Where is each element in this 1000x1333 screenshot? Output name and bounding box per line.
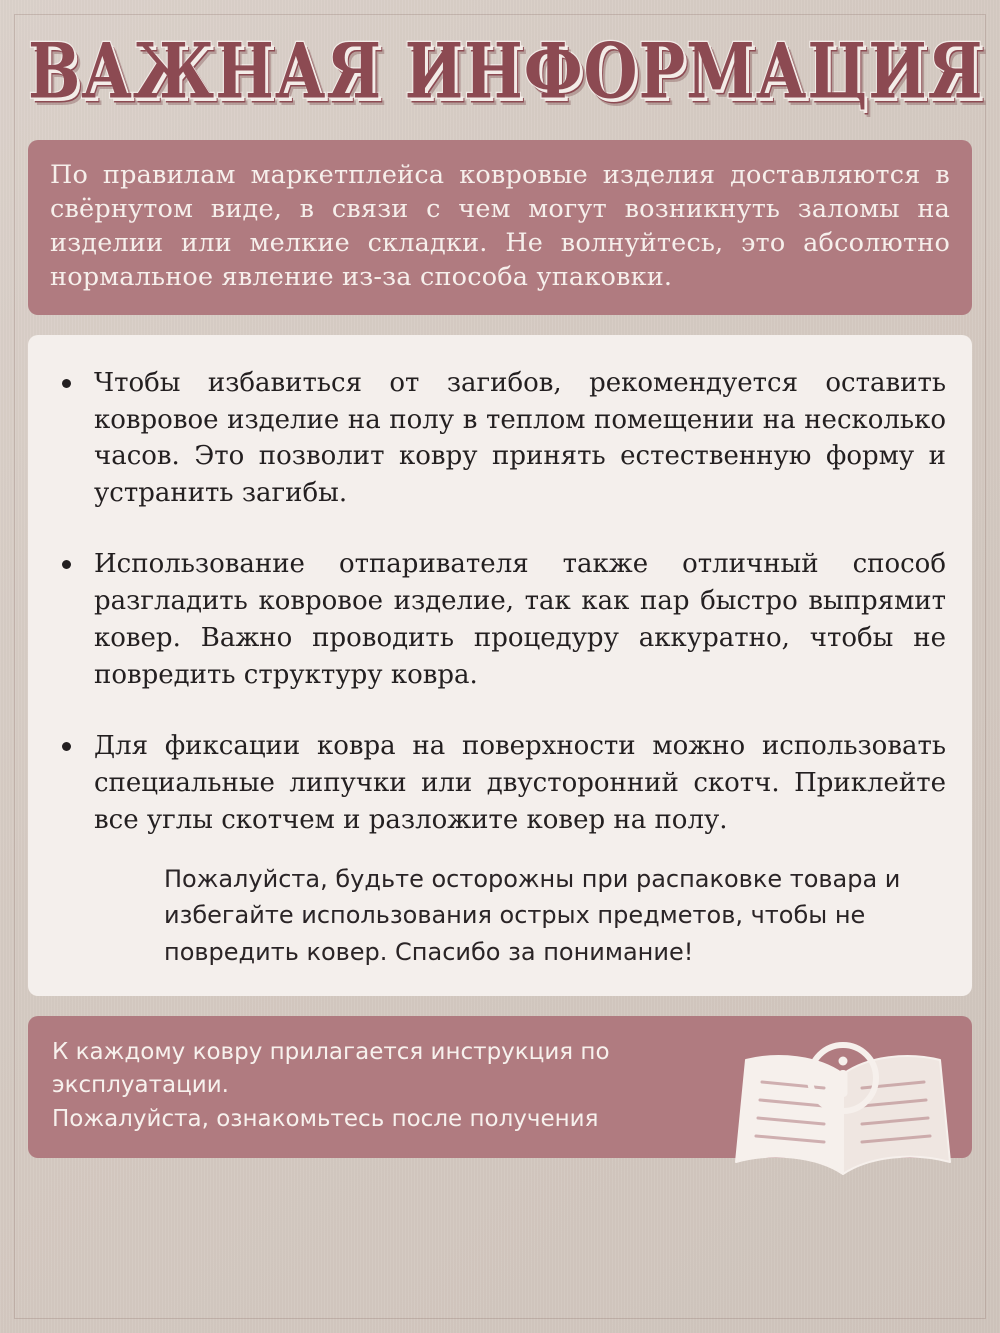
title-area [28,0,984,116]
list-item: Для фиксации ковра на поверхности можно использовать специальные липучки или двусторонний скотч. Приклейте все углы скотчем и разложите ковер на полу. [54,728,946,839]
page-title: ВАЖНАЯ ИНФОРМАЦИЯ [28,26,984,116]
closing-note: Пожалуйста, будьте осторожны при распаковке товара и избегайте использования острых предметов, чтобы не повредить ковер. Спасибо за понимание! [164,864,901,966]
footer-banner [28,1016,972,1158]
list-item: Использование отпаривателя также отличный способ разгладить ковровое изделие, так как пар быстро выпрямит ковер. Важно проводить процедуру аккуратно, чтобы не повредить структуру ковра. [54,546,946,694]
intro-banner: По правилам маркетплейса ковровые изделия доставляются в свёрнутом виде, в связи с чем могут возникнуть заломы на изделии или мелкие складки. Не волнуйтесь, это абсолютно нормальное явление из-за способа упаковки. [28,140,972,315]
footer-line-2: Пожалуйста, ознакомьтесь после получения [52,1105,599,1132]
tips-card [28,335,972,996]
list-item: Чтобы избавиться от загибов, рекомендуется оставить ковровое изделие на полу в теплом помещении на несколько часов. Это позволит ковру принять естественную форму и устранить загибы. [54,365,946,513]
open-book-info-icon [718,1016,968,1206]
footer-line-1: К каждому ковру прилагается инструкция по эксплуатации. [52,1039,610,1099]
tips-list [54,365,946,839]
